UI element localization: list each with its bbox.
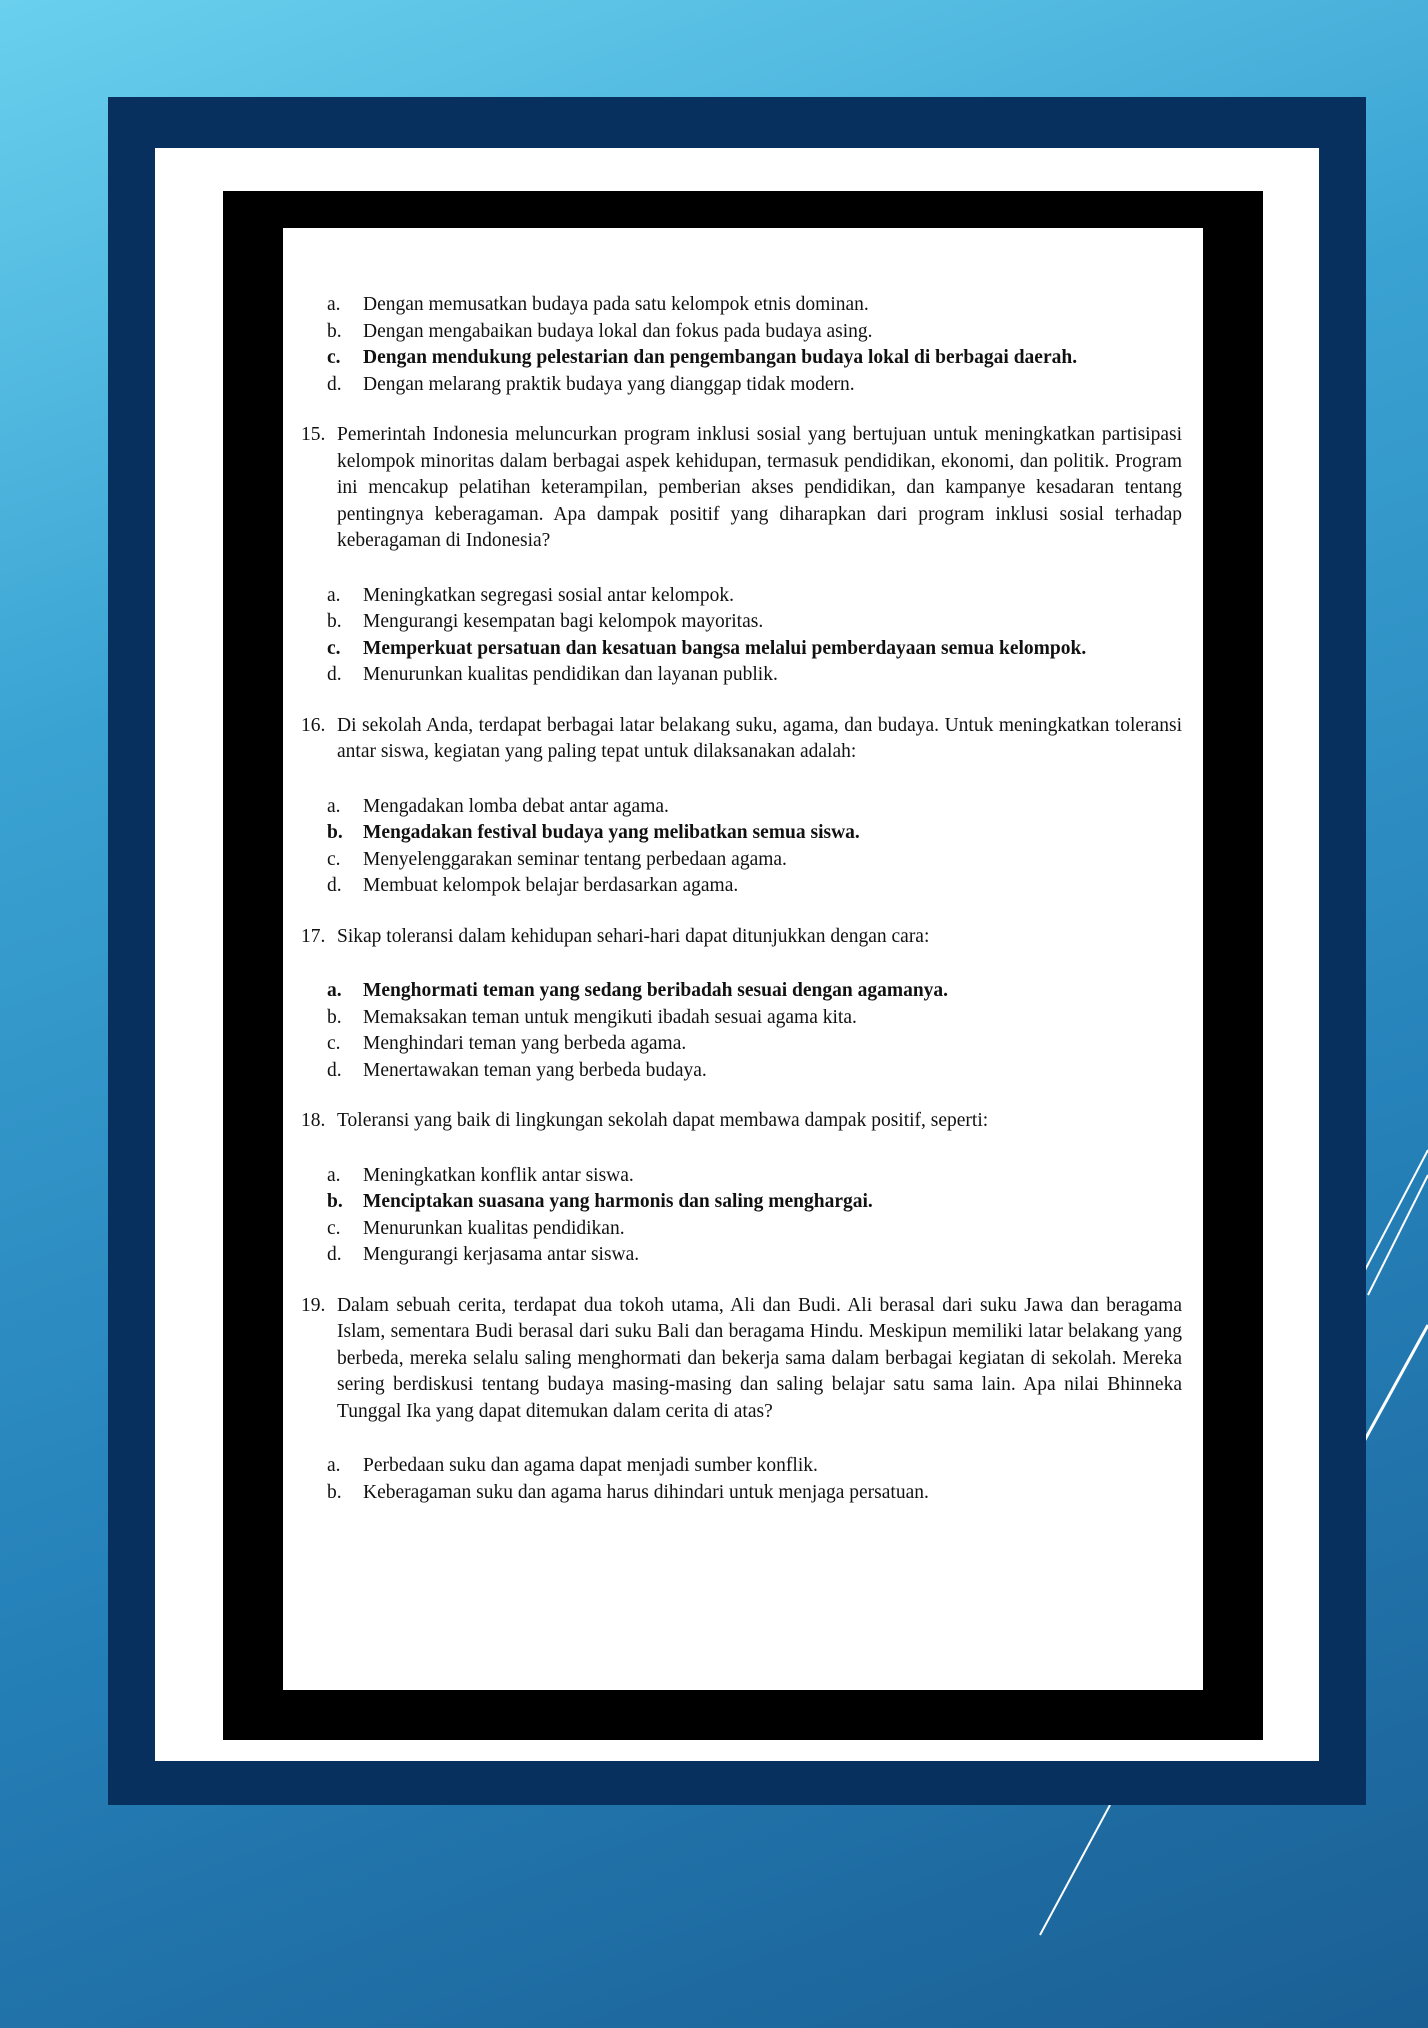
deco-line (1040, 1805, 1110, 1935)
option-item-correct (327, 345, 1182, 372)
option-text: Menurunkan kualitas pendidikan. (363, 1217, 625, 1239)
option-letter: b. (327, 1191, 343, 1212)
q18-options (327, 1163, 1182, 1269)
option-text: Menertawakan teman yang berbeda budaya. (363, 1059, 707, 1081)
option-letter: b. (327, 1481, 342, 1503)
option-item (327, 1216, 1182, 1243)
question-number: 15. (301, 424, 326, 445)
option-text: Meningkatkan segregasi sosial antar kelompok. (363, 584, 734, 606)
option-letter: d. (327, 664, 342, 685)
question-number: 18. (301, 1110, 326, 1131)
question-18 (301, 1108, 1182, 1135)
deco-line (1365, 1150, 1428, 1270)
option-letter: d. (327, 1244, 342, 1265)
option-letter: d. (327, 373, 342, 395)
q15-options (327, 583, 1182, 689)
option-letter: a. (327, 294, 341, 315)
option-item (327, 847, 1182, 874)
question-15 (301, 422, 1182, 555)
option-item (327, 292, 1182, 319)
question-number: 16. (301, 714, 326, 736)
option-letter: c. (327, 637, 341, 659)
option-text: Memaksakan teman untuk mengikuti ibadah sesuai agama kita. (363, 1006, 857, 1028)
option-text: Menurunkan kualitas pendidikan dan layanan publik. (363, 664, 778, 685)
option-text: Menyelenggarakan seminar tentang perbedaan agama. (363, 848, 787, 870)
option-item (327, 1480, 1182, 1507)
option-item (327, 1005, 1182, 1032)
option-item (327, 319, 1182, 346)
option-text: Mengurangi kerjasama antar siswa. (363, 1244, 640, 1265)
option-text: Dengan mengabaikan budaya lokal dan fokus pada budaya asing. (363, 320, 873, 342)
option-letter: c. (327, 1217, 341, 1239)
option-item (327, 1453, 1182, 1480)
option-letter: a. (327, 1455, 341, 1476)
option-letter: b. (327, 822, 343, 843)
option-text: Keberagaman suku dan agama harus dihindari untuk menjaga persatuan. (363, 1481, 929, 1503)
option-letter: b. (327, 1006, 342, 1028)
question-text: Pemerintah Indonesia meluncurkan program inklusi sosial yang bertujuan untuk meningkatkan partisipasi kelompok minoritas dalam berbagai aspek kehidupan, termasuk pendidikan, ekonomi, dan politik. Program ini mencakup pelatihan keterampilan, pemberian akses pendidikan, dan kampanye kesadaran tentang pentingnya keberagaman. Apa dampak positif yang diharapkan dari program inklusi sosial terhadap keberagaman di Indonesia? (337, 424, 1182, 551)
option-text: Mengadakan festival budaya yang melibatkan semua siswa. (363, 822, 860, 843)
option-letter: b. (327, 611, 342, 632)
option-item-correct (327, 820, 1182, 847)
question-17 (301, 924, 1182, 951)
question-19 (301, 1293, 1182, 1426)
q17-options (327, 978, 1182, 1084)
question-text: Toleransi yang baik di lingkungan sekolah dapat membawa dampak positif, seperti: (337, 1110, 989, 1131)
option-item (327, 609, 1182, 636)
option-item (327, 583, 1182, 610)
option-item (327, 794, 1182, 821)
option-item (327, 1163, 1182, 1190)
option-item-correct (327, 636, 1182, 663)
option-text: Dengan melarang praktik budaya yang dianggap tidak modern. (363, 373, 855, 395)
option-item (327, 662, 1182, 689)
option-text: Mengurangi kesempatan bagi kelompok mayoritas. (363, 611, 764, 632)
option-item (327, 372, 1182, 399)
q16-options (327, 794, 1182, 900)
deco-line (1362, 1325, 1428, 1445)
option-text: Menghormati teman yang sedang beribadah sesuai dengan agamanya. (363, 980, 949, 1001)
q19-options (327, 1453, 1182, 1506)
option-item (327, 1058, 1182, 1085)
document-page (283, 228, 1203, 1690)
question-text: Dalam sebuah cerita, terdapat dua tokoh utama, Ali dan Budi. Ali berasal dari suku Jawa dan beragama Islam, sementara Budi berasal dari suku Bali dan beragama Hindu. Meskipun memiliki latar belakang yang berbeda, mereka selalu saling menghormati dan bekerja sama dalam berbagai kegiatan di sekolah. Mereka sering berdiskusi tentang budaya masing-masing dan saling belajar satu sama lain. Apa nilai Bhinneka Tunggal Ika yang dapat ditemukan dalam cerita di atas? (337, 1294, 1182, 1422)
deco-line (1368, 1175, 1428, 1295)
question-text: Sikap toleransi dalam kehidupan sehari-hari dapat ditunjukkan dengan cara: (337, 925, 930, 947)
question-number: 17. (301, 925, 326, 947)
option-letter: a. (327, 584, 341, 606)
question-16 (301, 713, 1182, 766)
option-text: Perbedaan suku dan agama dapat menjadi sumber konflik. (363, 1455, 818, 1476)
option-text: Dengan memusatkan budaya pada satu kelompok etnis dominan. (363, 294, 869, 315)
option-letter: c. (327, 1033, 341, 1054)
option-item (327, 1242, 1182, 1269)
option-text: Memperkuat persatuan dan kesatuan bangsa melalui pemberdayaan semua kelompok. (363, 637, 1087, 659)
option-text: Mengadakan lomba debat antar agama. (363, 795, 669, 817)
option-letter: a. (327, 795, 341, 817)
option-letter: c. (327, 848, 341, 870)
q14-options (327, 292, 1182, 398)
option-text: Meningkatkan konflik antar siswa. (363, 1164, 634, 1186)
option-item (327, 873, 1182, 900)
option-item-correct (327, 1189, 1182, 1216)
option-letter: d. (327, 875, 342, 896)
question-text: Di sekolah Anda, terdapat berbagai latar belakang suku, agama, dan budaya. Untuk meningkatkan toleransi antar siswa, kegiatan yang paling tepat untuk dilaksanakan adalah: (337, 714, 1182, 762)
option-item-correct (327, 978, 1182, 1005)
option-letter: d. (327, 1059, 342, 1081)
option-text: Dengan mendukung pelestarian dan pengembangan budaya lokal di berbagai daerah. (363, 347, 1078, 368)
option-letter: c. (327, 347, 341, 368)
option-text: Membuat kelompok belajar berdasarkan agama. (363, 875, 739, 896)
option-letter: b. (327, 320, 342, 342)
question-number: 19. (301, 1294, 326, 1316)
option-text: Menciptakan suasana yang harmonis dan saling menghargai. (363, 1191, 873, 1212)
option-letter: a. (327, 980, 342, 1001)
option-item (327, 1031, 1182, 1058)
option-letter: a. (327, 1164, 341, 1186)
option-text: Menghindari teman yang berbeda agama. (363, 1033, 687, 1054)
